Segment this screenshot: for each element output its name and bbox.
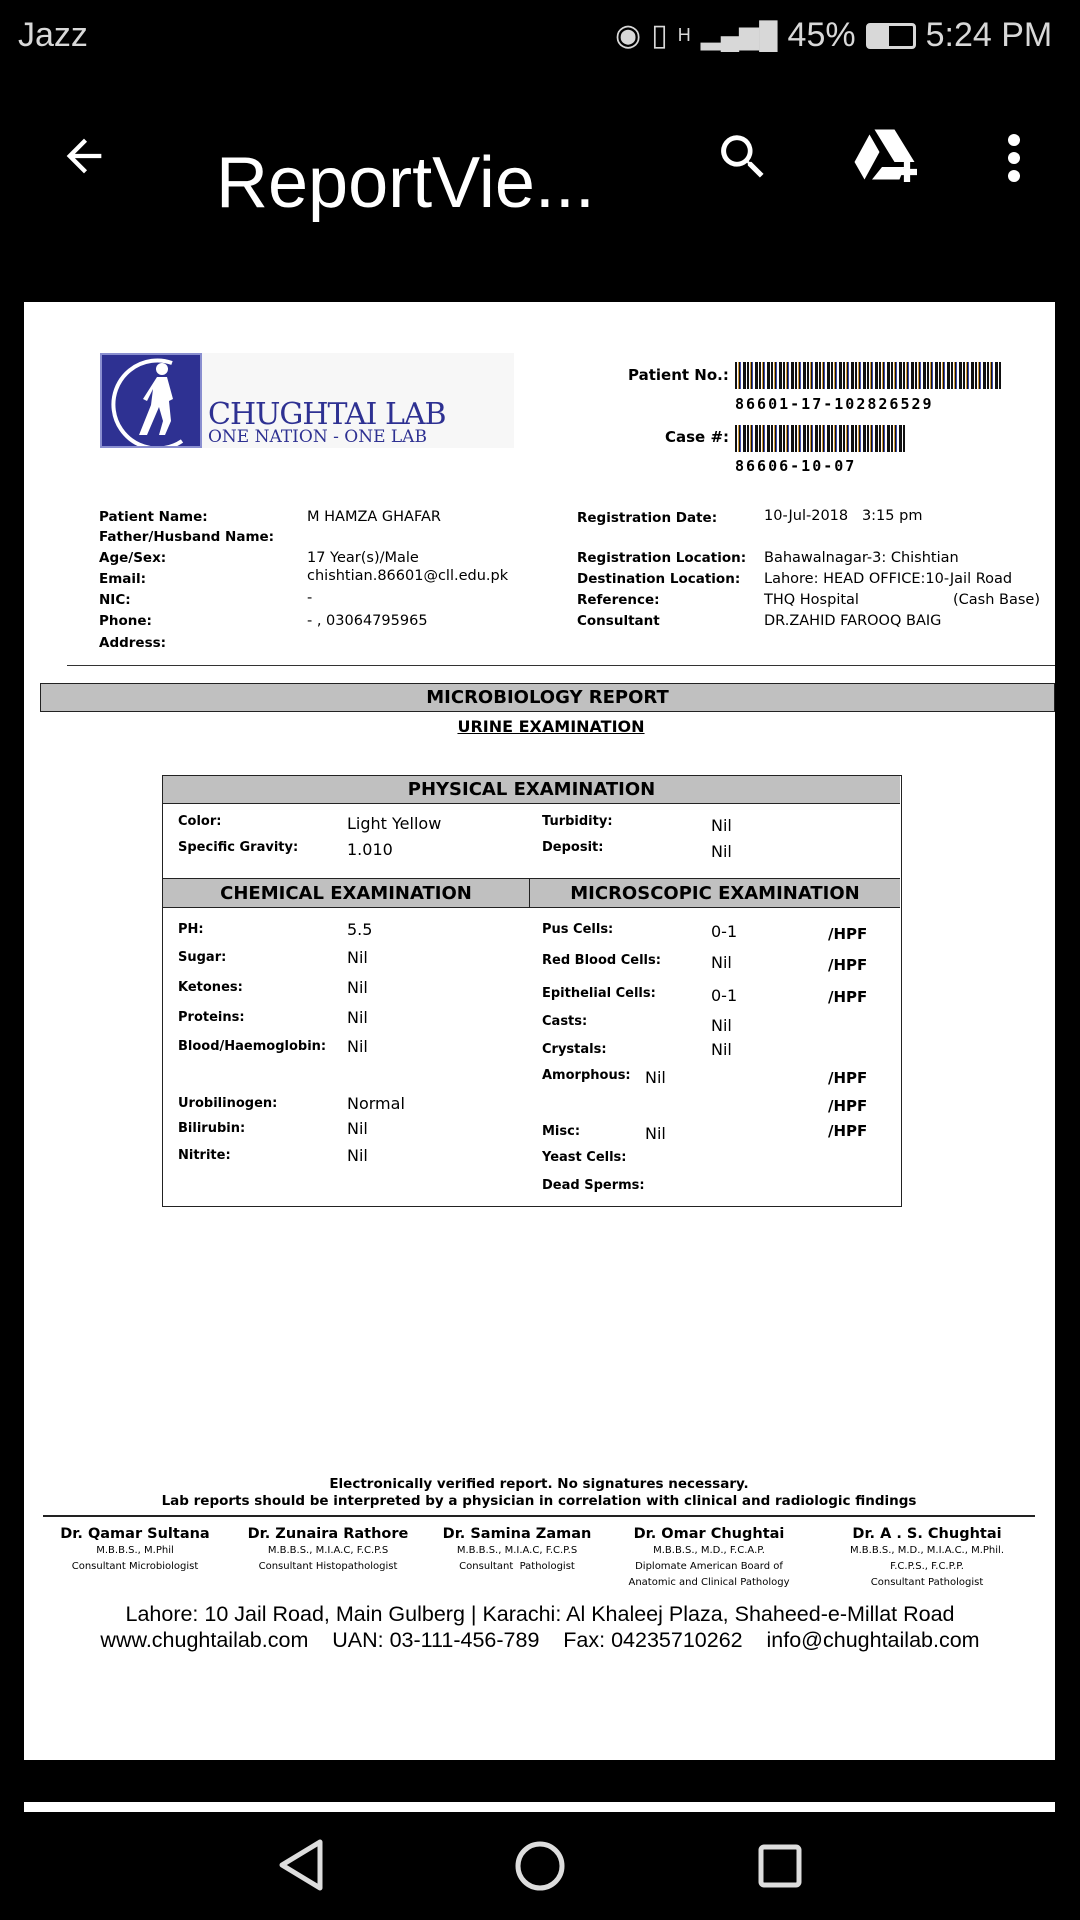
info-label: Reference:	[577, 592, 660, 608]
info-label: Registration Date:	[577, 510, 718, 526]
chemical-value: Nil	[347, 948, 368, 967]
doctor-credentials: Anatomic and Clinical Pathology	[628, 1577, 790, 1588]
physical-value: 1.010	[347, 840, 393, 859]
nic: -	[307, 590, 313, 606]
page-separator	[24, 1802, 1055, 1812]
doctor-credentials: Consultant Histopathologist	[258, 1561, 398, 1572]
unit-label: /HPF	[828, 1097, 868, 1115]
battery-icon	[866, 23, 916, 49]
logo-tagline: ONE NATION - ONE LAB	[208, 427, 427, 447]
microscopic-label: Epithelial Cells:	[542, 986, 656, 1001]
nav-back-icon[interactable]	[276, 1838, 326, 1896]
reference: THQ Hospital	[764, 592, 859, 608]
microscopic-value: Nil	[645, 1068, 666, 1087]
info-label: Email:	[99, 571, 147, 587]
disclaimer: Lab reports should be interpreted by a physician in correlation with clinical and radiologic findings	[161, 1493, 917, 1509]
info-label: NIC:	[99, 592, 131, 608]
email: chishtian.86601@cll.edu.pk	[307, 568, 509, 584]
doctor-credentials: M.B.B.S., M.D., M.I.A.C., M.Phil.	[849, 1545, 1005, 1556]
doctor-credentials: Consultant Pathologist	[459, 1561, 575, 1572]
doctor-name: Dr. Zunaira Rathore	[247, 1526, 409, 1542]
microscopic-value: 0-1	[711, 922, 738, 941]
google-drive-add-icon[interactable]	[852, 124, 922, 190]
lab-contact: www.chughtailab.com UAN: 03-111-456-789 Fax: 04235710262 info@chughtailab.com	[100, 1628, 980, 1652]
physical-label: Color:	[178, 814, 222, 829]
report-subtitle: URINE EXAMINATION	[457, 717, 645, 736]
info-label: Age/Sex:	[99, 550, 167, 566]
doctor-credentials: M.B.B.S., M.D., F.C.A.P.	[653, 1545, 765, 1556]
doctor-credentials: M.B.B.S., M.I.A.C, F.C.P.S	[267, 1545, 389, 1556]
chemical-label: Sugar:	[178, 950, 227, 965]
microscopic-value: Nil	[711, 1040, 732, 1059]
unit-label: /HPF	[828, 988, 868, 1006]
case-no-label: Case #:	[665, 428, 730, 446]
microscopic-label: Casts:	[542, 1014, 588, 1029]
doctor-name: Dr. Samina Zaman	[442, 1526, 592, 1542]
patient-name: M HAMZA GHAFAR	[307, 509, 441, 525]
chemical-label: Nitrite:	[178, 1148, 231, 1163]
chemical-label: Urobilinogen:	[178, 1096, 278, 1111]
consultant: DR.ZAHID FAROOQ BAIG	[764, 613, 942, 629]
registration-date: 10-Jul-2018 3:15 pm	[764, 508, 923, 524]
search-icon[interactable]	[714, 128, 772, 186]
arrow-left-icon[interactable]	[58, 130, 110, 182]
case-no: 86606-10-07	[735, 457, 857, 475]
payment-type: (Cash Base)	[953, 592, 1040, 608]
battery-percent: 45%	[787, 16, 856, 54]
info-label: Consultant	[577, 613, 660, 629]
info-label: Patient Name:	[99, 509, 208, 525]
status-icons	[615, 16, 1052, 55]
doctor-credentials: F.C.P.S., F.C.P.P.	[890, 1561, 964, 1572]
physical-header: PHYSICAL EXAMINATION	[163, 776, 900, 804]
chemical-label: Ketones:	[178, 980, 243, 995]
vibrate-icon: ▯	[651, 19, 668, 52]
signal-icon: ▂▄▆█	[700, 20, 778, 50]
divider	[67, 665, 1055, 666]
logo-name: CHUGHTAI LAB	[208, 397, 446, 432]
unit-label: /HPF	[828, 956, 868, 974]
registration-location: Bahawalnagar-3: Chishtian	[764, 550, 959, 566]
nav-home-icon[interactable]	[514, 1840, 566, 1896]
doctor-credentials: M.B.B.S., M.I.A.C, F.C.P.S	[456, 1545, 578, 1556]
case-barcode	[735, 425, 906, 452]
doctor-name: Dr. Omar Chughtai	[633, 1526, 785, 1542]
chemical-value: Nil	[347, 1146, 368, 1165]
report-page[interactable]	[24, 302, 1055, 1760]
more-vert-icon[interactable]	[1004, 132, 1024, 184]
microscopic-label: Crystals:	[542, 1042, 607, 1057]
report-title: MICROBIOLOGY REPORT	[40, 683, 1055, 712]
patient-no: 86601-17-102826529	[735, 395, 934, 413]
patient-no-label: Patient No.:	[628, 366, 729, 384]
footer-divider	[43, 1515, 1035, 1517]
doctor-name: Dr. A . S. Chughtai	[852, 1526, 1002, 1542]
chemical-value: 5.5	[347, 920, 373, 939]
physical-label: Turbidity:	[542, 814, 613, 829]
info-label: Destination Location:	[577, 571, 741, 587]
toolbar-title: ReportVie...	[216, 143, 595, 223]
signal-label: H	[677, 25, 691, 45]
lab-address: Lahore: 10 Jail Road, Main Gulberg | Karachi: Al Khaleej Plaza, Shaheed-e-Millat Road	[125, 1602, 955, 1626]
chemical-label: Bilirubin:	[178, 1121, 246, 1136]
physical-value: Nil	[711, 842, 732, 861]
physical-value: Light Yellow	[347, 814, 442, 833]
microscopic-label: Pus Cells:	[542, 922, 614, 937]
doctor-credentials: Consultant Pathologist	[870, 1577, 984, 1588]
unit-label: /HPF	[828, 1122, 868, 1140]
physical-value: Nil	[711, 816, 732, 835]
verified-note: Electronically verified report. No signatures necessary.	[329, 1476, 749, 1492]
microscopic-label: Dead Sperms:	[542, 1178, 645, 1193]
lab-logo	[100, 353, 514, 448]
microscopic-value: 0-1	[711, 986, 738, 1005]
doctor-name: Dr. Qamar Sultana	[60, 1526, 210, 1542]
chemical-value: Normal	[347, 1094, 405, 1113]
hotspot-icon: ◉	[615, 19, 642, 52]
unit-label: /HPF	[828, 1069, 868, 1087]
microscopic-label: Misc:	[542, 1124, 581, 1139]
microscopic-label: Red Blood Cells:	[542, 953, 661, 968]
microscopic-label: Yeast Cells:	[542, 1150, 627, 1165]
microscopic-header: MICROSCOPIC EXAMINATION	[529, 878, 900, 908]
info-label: Father/Husband Name:	[99, 529, 275, 545]
doctor-credentials: Consultant Microbiologist	[71, 1561, 199, 1572]
chemical-label: PH:	[178, 922, 204, 937]
physical-label: Specific Gravity:	[178, 840, 299, 855]
chemical-value: Nil	[347, 978, 368, 997]
chemical-value: Nil	[347, 1037, 368, 1056]
microscopic-value: Nil	[645, 1124, 666, 1143]
age-sex: 17 Year(s)/Male	[307, 550, 419, 566]
destination-location: Lahore: HEAD OFFICE:10-Jail Road	[764, 571, 1013, 587]
microscopic-label: Amorphous:	[542, 1068, 631, 1083]
chemical-value: Nil	[347, 1119, 368, 1138]
nav-recents-icon[interactable]	[758, 1844, 802, 1892]
microscopic-value: Nil	[711, 1016, 732, 1035]
info-label: Phone:	[99, 613, 152, 629]
unit-label: /HPF	[828, 925, 868, 943]
logo-emblem	[100, 353, 202, 448]
physical-label: Deposit:	[542, 840, 604, 855]
patient-barcode	[735, 362, 1002, 389]
microscopic-value: Nil	[711, 953, 732, 972]
phone: - , 03064795965	[307, 613, 428, 629]
info-label: Registration Location:	[577, 550, 747, 566]
chemical-label: Proteins:	[178, 1010, 245, 1025]
info-label: Address:	[99, 635, 167, 651]
carrier-name: Jazz	[18, 16, 88, 54]
clock: 5:24 PM	[925, 16, 1053, 54]
chemical-header: CHEMICAL EXAMINATION	[163, 878, 529, 908]
doctor-credentials: Diplomate American Board of	[635, 1561, 783, 1572]
chemical-value: Nil	[347, 1008, 368, 1027]
chemical-label: Blood/Haemoglobin:	[178, 1039, 327, 1054]
doctor-credentials: M.B.B.S., M.Phil	[96, 1545, 174, 1556]
